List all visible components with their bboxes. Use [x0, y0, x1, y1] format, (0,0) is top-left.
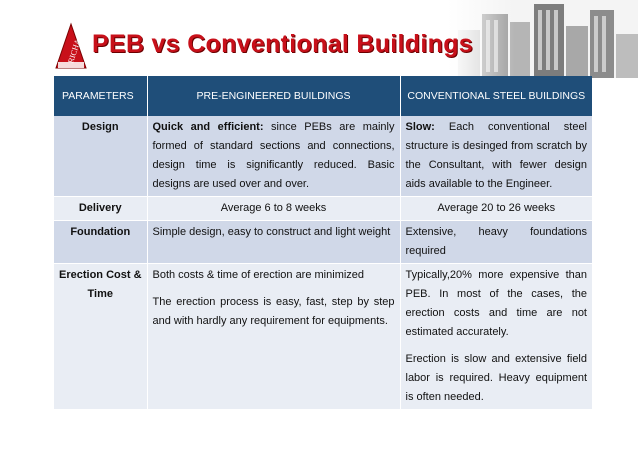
- cell-conv-design: [400, 116, 592, 197]
- comparison-table: [54, 76, 592, 410]
- cell-peb-design: [147, 116, 400, 197]
- table-row: [54, 264, 592, 410]
- table-row: [54, 116, 592, 197]
- conv-erection-para-2: Erection is slow and extensive field labor is required. Heavy equipment is often needed.: [405, 353, 587, 403]
- column-header-peb: PRE-ENGINEERED BUILDINGS: [147, 76, 400, 116]
- peb-design-text: since PEBs are mainly formed of standard sections and connections, design time is significantly reduced. Basic designs are used over and over.: [152, 121, 395, 190]
- cell-peb-erection: [147, 264, 400, 410]
- cell-peb-delivery: Average 6 to 8 weeks: [147, 197, 400, 221]
- peb-erection-para-1: Both costs & time of erection are minimized: [152, 269, 365, 281]
- header-banner: [0, 0, 638, 78]
- row-label-erection: Erection Cost & Time: [54, 264, 147, 410]
- column-header-parameters: PARAMETERS: [54, 76, 147, 116]
- city-skyline-image: [448, 0, 638, 78]
- conv-design-lead: Slow:: [405, 121, 435, 133]
- cell-conv-foundation: Extensive, heavy foundations required: [400, 221, 592, 264]
- peb-design-lead: Quick and efficient:: [152, 121, 264, 133]
- table-header-row: [54, 76, 592, 116]
- richa-logo: [54, 22, 88, 70]
- cell-peb-foundation: Simple design, easy to construct and light weight: [147, 221, 400, 264]
- peb-erection-para-2: The erection process is easy, fast, step by step and with hardly any requirement for equipments.: [152, 296, 395, 327]
- column-header-conventional: CONVENTIONAL STEEL BUILDINGS: [400, 76, 592, 116]
- logo-text: RICHA: [66, 37, 83, 65]
- row-label-design: Design: [54, 116, 147, 197]
- table-row: [54, 221, 592, 264]
- table-row: [54, 197, 592, 221]
- cell-conv-delivery: Average 20 to 26 weeks: [400, 197, 592, 221]
- row-label-delivery: Delivery: [54, 197, 147, 221]
- conv-design-text: Each conventional steel structure is desinged from scratch by the Consultant, with fewer design aids available to the Engineer.: [405, 121, 587, 190]
- cell-conv-erection: [400, 264, 592, 410]
- row-label-foundation: Foundation: [54, 221, 147, 264]
- conv-erection-para-1: Typically,20% more expensive than PEB. In most of the cases, the erection costs and time are not estimated accurately.: [405, 269, 587, 338]
- page-title: PEB vs Conventional Buildings: [92, 30, 473, 58]
